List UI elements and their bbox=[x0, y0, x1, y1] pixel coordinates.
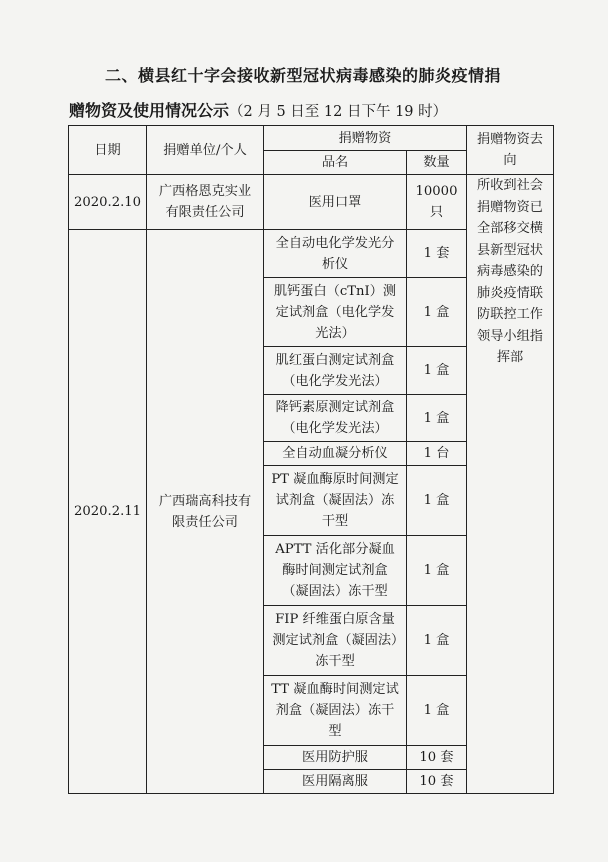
destination-cell: 所收到社会捐赠物资已全部移交横县新型冠状病毒感染的肺炎疫情联防联控工作领导小组指挥部 bbox=[467, 175, 554, 794]
donor-cell: 广西格恩克实业有限责任公司 bbox=[147, 175, 264, 230]
table-row bbox=[69, 175, 554, 230]
item-name-cell: 全自动血凝分析仪 bbox=[264, 442, 407, 466]
header-materials: 捐赠物资 bbox=[264, 126, 467, 151]
item-name-cell: FIP 纤维蛋白原含量测定试剂盒（凝固法）冻干型 bbox=[264, 606, 407, 676]
quantity-cell: 1 盒 bbox=[407, 536, 467, 606]
quantity-cell: 1 盒 bbox=[407, 278, 467, 347]
document-title-line2 bbox=[69, 98, 447, 121]
quantity-cell: 1 套 bbox=[407, 230, 467, 278]
quantity-cell: 1 盒 bbox=[407, 466, 467, 536]
donation-table bbox=[68, 125, 554, 794]
quantity-cell: 10 套 bbox=[407, 770, 467, 794]
item-name-cell: 医用防护服 bbox=[264, 746, 407, 770]
header-date: 日期 bbox=[69, 126, 147, 175]
item-name-cell: 降钙素原测定试剂盒（电化学发光法） bbox=[264, 395, 407, 442]
document-title-period: （2 月 5 日至 12 日下午 19 时） bbox=[229, 104, 448, 120]
quantity-cell: 1 台 bbox=[407, 442, 467, 466]
date-cell: 2020.2.11 bbox=[69, 230, 147, 794]
header-item-name: 品名 bbox=[264, 151, 407, 175]
quantity-cell: 10 套 bbox=[407, 746, 467, 770]
quantity-cell: 1 盒 bbox=[407, 395, 467, 442]
quantity-cell: 1 盒 bbox=[407, 676, 467, 746]
header-donor: 捐赠单位/个人 bbox=[147, 126, 264, 175]
header-destination: 捐赠物资去向 bbox=[467, 126, 554, 175]
item-name-cell: PT 凝血酶原时间测定试剂盒（凝固法）冻干型 bbox=[264, 466, 407, 536]
item-name-cell: 医用隔离服 bbox=[264, 770, 407, 794]
quantity-cell: 1 盒 bbox=[407, 606, 467, 676]
document-title-line1: 二、横县红十字会接收新型冠状病毒感染的肺炎疫情捐 bbox=[105, 66, 502, 85]
header-quantity: 数量 bbox=[407, 151, 467, 175]
document-title-text: 赠物资及使用情况公示 bbox=[69, 101, 230, 120]
date-cell: 2020.2.10 bbox=[69, 175, 147, 230]
donor-cell: 广西瑞高科技有限责任公司 bbox=[147, 230, 264, 794]
item-name-cell: 医用口罩 bbox=[264, 175, 407, 230]
item-name-cell: 肌钙蛋白（cTnI）测定试剂盒（电化学发光法） bbox=[264, 278, 407, 347]
quantity-cell: 10000 只 bbox=[407, 175, 467, 230]
header-row-1 bbox=[69, 126, 554, 151]
quantity-cell: 1 盒 bbox=[407, 347, 467, 395]
item-name-cell: TT 凝血酶时间测定试剂盒（凝固法）冻干型 bbox=[264, 676, 407, 746]
item-name-cell: APTT 活化部分凝血酶时间测定试剂盒（凝固法）冻干型 bbox=[264, 536, 407, 606]
item-name-cell: 全自动电化学发光分析仪 bbox=[264, 230, 407, 278]
item-name-cell: 肌红蛋白测定试剂盒（电化学发光法） bbox=[264, 347, 407, 395]
